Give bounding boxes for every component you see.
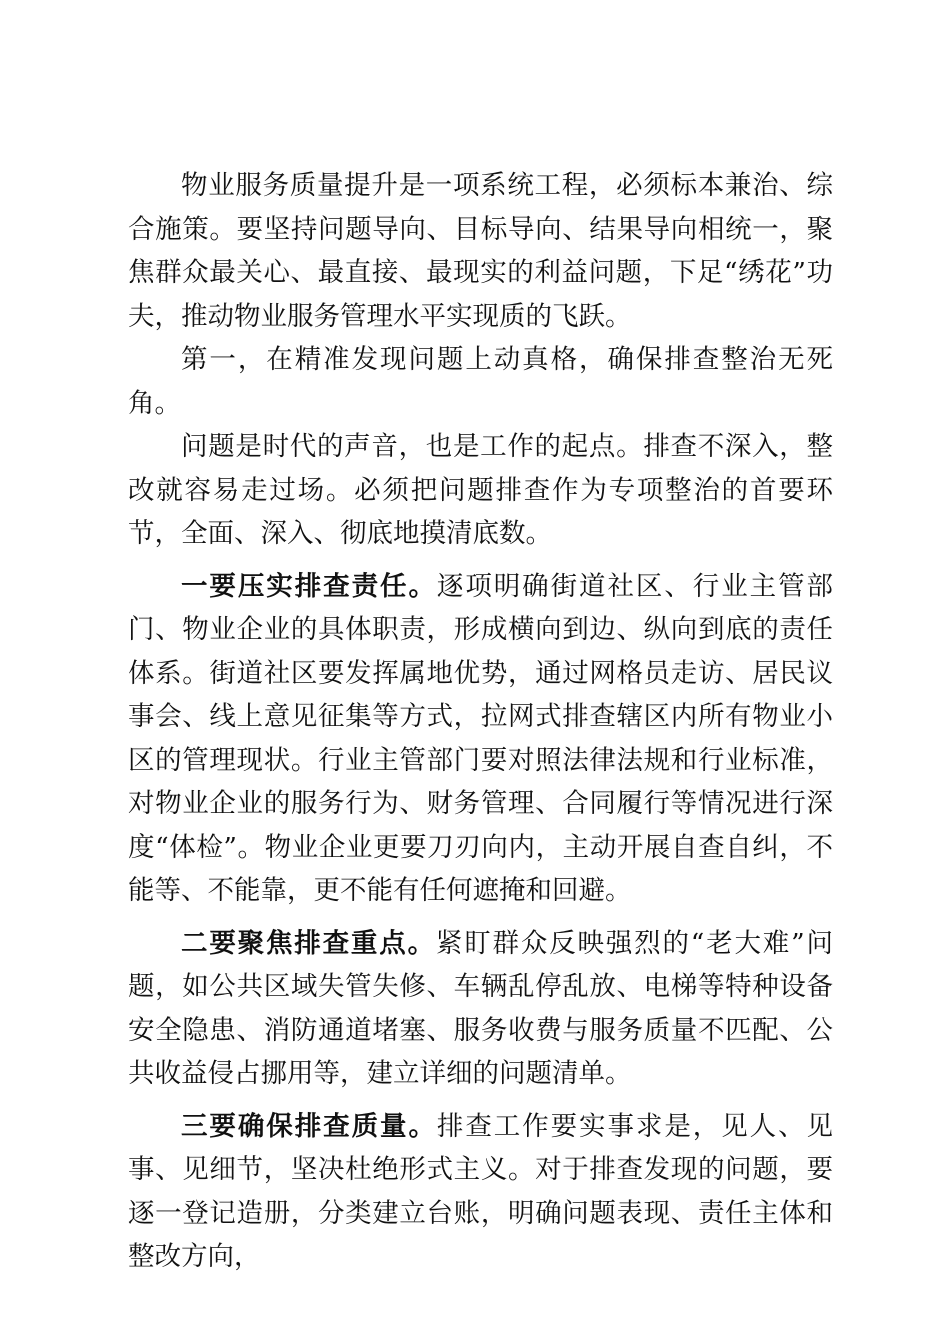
paragraph-lead: 二要聚焦排查重点。	[181, 927, 436, 959]
paragraph-lead: 一要压实排查责任。	[181, 570, 437, 602]
paragraph-text: 第一，在精准发现问题上动真格，确保排查整治无死角。	[128, 344, 833, 419]
paragraph-text: 逐项明确街道社区、行业主管部门、物业企业的具体职责，形成横向到边、纵向到底的责任体系。街道社区要发挥属地优势，通过网格员走访、居民议事会、线上意见征集等方式，拉网式排查辖区内所有物业小区的管理现状。行业主管部门要对照法律法规和行业标准，对物业企业的服务行为、财务管理、合同履行等情况进行深度“体检”。物业企业更要刀刃向内，主动开展自查自纠，不能等、不能靠，更不能有任何遮掩和回避。	[128, 570, 834, 906]
paragraph-point-three	[128, 1105, 833, 1279]
paragraph-text: 紧盯群众反映强烈的“老大难”问题，如公共区域失管失修、车辆乱停乱放、电梯等特种设备安全隐患、消防通道堵塞、服务收费与服务质量不匹配、公共收益侵占挪用等，建立详细的问题清单。	[128, 927, 833, 1089]
paragraph-text: 物业服务质量提升是一项系统工程，必须标本兼治、综合施策。要坚持问题导向、目标导向、结果导向相统一，聚焦群众最关心、最直接、最现实的利益问题，下足“绣花”功夫，推动物业服务管理水平实现质的飞跃。	[128, 170, 833, 332]
paragraph-section-heading	[128, 338, 833, 425]
paragraph-text: 问题是时代的声音，也是工作的起点。排查不深入，整改就容易走过场。必须把问题排查作为专项整治的首要环节，全面、深入、彻底地摸清底数。	[128, 431, 833, 549]
paragraph-intro	[128, 164, 833, 338]
paragraph-lead: 三要确保排查质量。	[181, 1110, 437, 1142]
paragraph-problem-statement	[128, 425, 833, 556]
paragraph-point-two	[128, 922, 833, 1096]
paragraph-text: 排查工作要实事求是，见人、见事、见细节，坚决杜绝形式主义。对于排查发现的问题，要逐一登记造册，分类建立台账，明确问题表现、责任主体和整改方向，	[128, 1110, 834, 1272]
paragraph-point-one	[128, 565, 833, 913]
document-body	[128, 164, 833, 1279]
